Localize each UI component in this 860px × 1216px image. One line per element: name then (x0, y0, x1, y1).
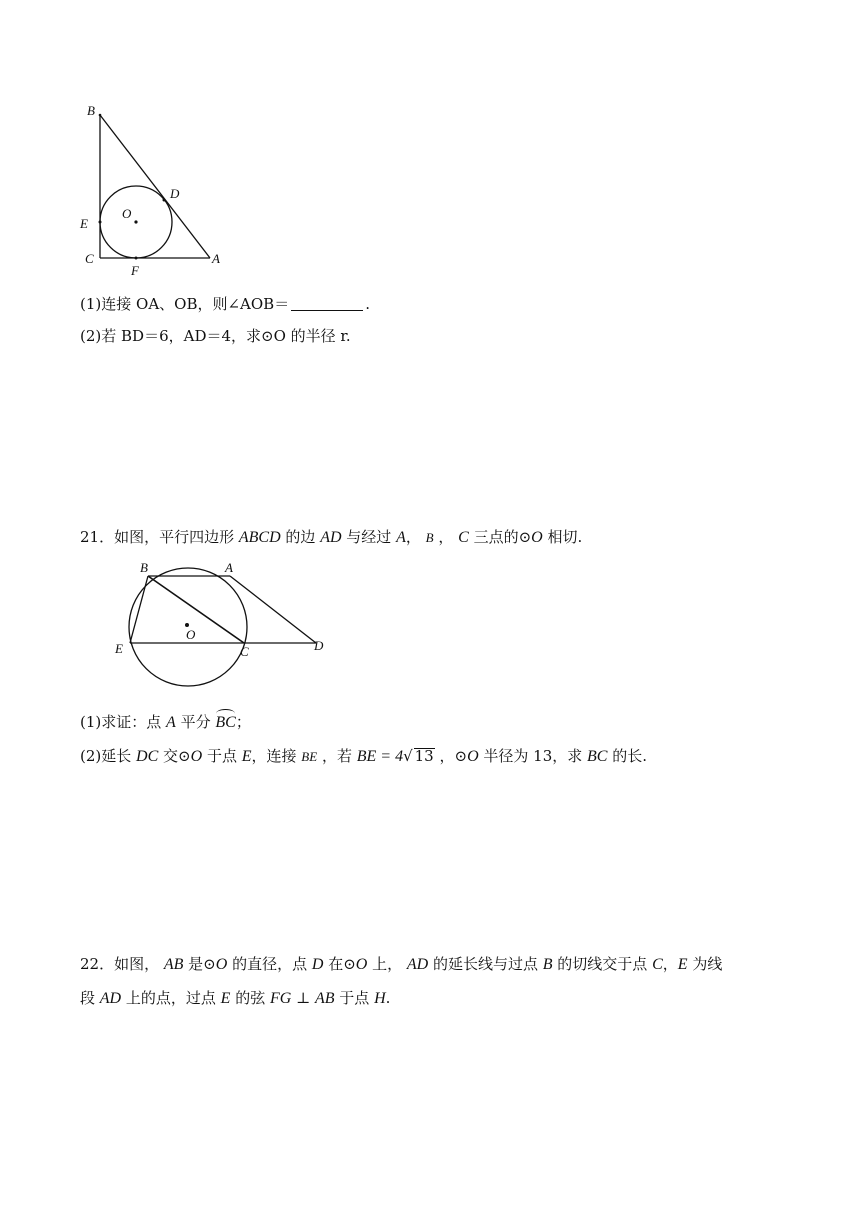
q22-l2-t3: 的弦 (230, 989, 270, 1007)
sqrt-sign: √ (403, 747, 413, 765)
q20-part1-end: . (365, 295, 370, 313)
q21-part2-t3: 于点 (202, 747, 242, 765)
q21-stem-t3: ， (405, 528, 426, 546)
q22-l1-t8: 为线 (687, 955, 723, 973)
q21-stem-a: A (396, 529, 406, 546)
arc-bc: BC (215, 714, 236, 731)
q21-part2-bc: BC (587, 748, 608, 765)
q22-l2-fg: FG (269, 990, 292, 1007)
q21-part1-prefix: (1)求证：点 (80, 713, 167, 731)
fig2-label-O: O (186, 627, 196, 642)
q22-l1-e: E (677, 956, 688, 973)
q21-part2-t4: ，连接 (251, 747, 302, 765)
q22-l1-c: C (652, 956, 663, 973)
label-E: E (80, 216, 88, 231)
q22-l1-t5: 的延长线与过点 (428, 955, 543, 973)
q20-part2-text: (2)若 BD＝6，AD＝4，求⊙O 的半径 r. (80, 327, 351, 345)
q21-stem-t5: 三点的⊙ (468, 528, 532, 546)
q21-part2-be: BE (301, 749, 318, 764)
q21-stem-t4: ， (433, 528, 459, 546)
fig2-label-E: E (115, 641, 123, 656)
q21-stem-abcd: ABCD (238, 529, 281, 546)
answer-blank (291, 296, 363, 311)
q22-l1-t1: 是⊙ (183, 955, 216, 973)
q21-stem-t1: 的边 (280, 528, 321, 546)
q21-stem (80, 527, 582, 548)
q22-l1-t7: ， (662, 955, 678, 973)
q22-l1-t6: 的切线交于点 (552, 955, 653, 973)
fig2-label-A: A (225, 560, 233, 575)
q21-part2-o1: O (190, 748, 203, 765)
q22-l2-t5: 于点 (334, 989, 375, 1007)
q22-l2-ad: AD (99, 990, 122, 1007)
q22-l1-t3: 在⊙ (323, 955, 356, 973)
q21-part2-t2: 交⊙ (158, 747, 191, 765)
figure-incircle-triangle (70, 95, 240, 280)
q21-part2-t5: ，若 (317, 747, 357, 765)
q22-l1-t4: 上， (367, 955, 407, 973)
q21-part2-radicand: 13 (414, 747, 434, 765)
q21-part2-be-eq: BE = 4 (356, 748, 404, 765)
q22-l1-o2: O (355, 956, 368, 973)
q22-l1-num: 22．如图， (80, 955, 164, 973)
q22-l2-t2: 上的点，过点 (121, 989, 221, 1007)
q22-l1-ad: AD (406, 956, 429, 973)
q20-part1 (80, 294, 370, 314)
q21-part2 (80, 746, 647, 767)
q21-part2-t6: ，⊙ (434, 747, 468, 765)
q21-part1-suffix: ； (235, 713, 251, 731)
q21-stem-o: O (531, 529, 543, 546)
q21-part1 (80, 712, 251, 733)
q21-stem-ad: AD (320, 529, 342, 546)
q22-l2-t6: . (385, 989, 391, 1007)
q21-stem-b: B (425, 530, 434, 545)
figure-circle-parallelogram (110, 555, 335, 695)
q21-part2-o2: O (467, 748, 479, 765)
q21-stem-t2: 与经过 (341, 528, 397, 546)
q22-line2 (80, 988, 390, 1009)
q22-line1 (80, 954, 722, 975)
q22-l2-e: E (220, 990, 231, 1007)
q21-part2-t1: (2)延长 (80, 747, 137, 765)
label-D: D (170, 186, 180, 201)
q22-l2-t1: 段 (80, 989, 100, 1007)
q21-stem-t6: 相切. (542, 528, 583, 546)
q20-part1-text: (1)连接 OA、OB，则∠AOB＝ (80, 295, 290, 313)
q22-l2-ab: AB (314, 990, 335, 1007)
label-A: A (212, 251, 220, 266)
q22-l1-b: B (542, 956, 553, 973)
q22-l2-h: H (374, 990, 386, 1007)
q22-l1-ab: AB (163, 956, 184, 973)
label-C: C (85, 251, 94, 266)
label-O: O (122, 206, 132, 221)
q22-l1-o1: O (215, 956, 228, 973)
q22-l1-d: D (311, 956, 324, 973)
label-F: F (131, 263, 139, 278)
q21-part2-e: E (241, 748, 252, 765)
q21-stem-c: C (458, 529, 469, 546)
label-B: B (87, 103, 95, 118)
q22-l2-t4: ⊥ (291, 989, 315, 1007)
q21-part1-mid: 平分 (175, 713, 216, 731)
q22-l1-t2: 的直径，点 (227, 955, 312, 973)
q21-part2-dc: DC (136, 748, 159, 765)
fig2-label-B: B (140, 560, 148, 575)
fig2-label-D: D (314, 638, 324, 653)
q21-stem-num: 21．如图，平行四边形 (80, 528, 239, 546)
q21-part1-a: A (166, 714, 176, 731)
q20-part2 (80, 326, 351, 346)
q21-part2-t7: 半径为 13，求 (478, 747, 588, 765)
fig2-label-C: C (240, 644, 249, 659)
q21-part2-t8: 的长. (607, 747, 648, 765)
